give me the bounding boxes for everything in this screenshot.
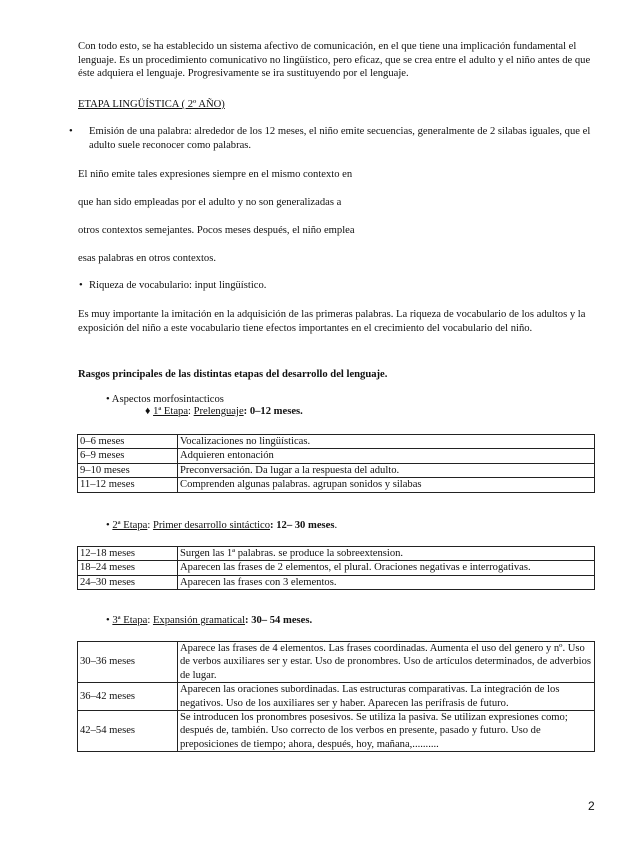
bullet-icon: •: [106, 520, 110, 531]
context-line-2: que han sido empleadas por el adulto y no son generalizadas a: [78, 197, 342, 208]
section-title-text: Rasgos principales de las distintas etapas del desarrollo del lenguaje.: [78, 369, 388, 380]
description-cell: Preconversación. Da lugar a la respuesta del adulto.: [178, 463, 595, 477]
bullet-icon: •: [106, 615, 110, 626]
age-cell: 11–12 meses: [78, 478, 178, 492]
age-cell: 6–9 meses: [78, 449, 178, 463]
description-cell: Aparecen las frases con 3 elementos.: [178, 575, 595, 589]
stage-1-table: [77, 434, 595, 493]
bullet-vocabulary: [79, 279, 594, 293]
bullet-text: Riqueza de vocabulario: input lingüístico.: [89, 280, 267, 291]
table-row: [78, 575, 595, 589]
stage-2-table: [77, 546, 595, 590]
context-line-4: esas palabras en otros contextos.: [78, 253, 216, 264]
stage-2-range: : 12– 30 meses: [270, 520, 335, 531]
stage-heading: ETAPA LINGÜÍSTICA ( 2º AÑO): [78, 99, 225, 110]
stage-3-name: Expansión gramatical: [152, 615, 246, 626]
diamond-bullet-icon: ♦: [145, 406, 151, 417]
description-cell: Adquieren entonación: [178, 449, 595, 463]
bullet-icon: •: [79, 280, 83, 291]
table-row: [78, 435, 595, 449]
description-cell: Aparecen las oraciones subordinadas. Las estructuras comparativas. La integración de los negativos. Uso de los auxiliares ser y haber. Aparecen las perífrasis de futuro.: [178, 683, 595, 711]
age-cell: 24–30 meses: [78, 575, 178, 589]
table-row: [78, 683, 595, 711]
table-row: [78, 711, 595, 752]
age-cell: 9–10 meses: [78, 463, 178, 477]
stage-1-heading: ♦ 1ª Etapa: Prelenguaje: 0–12 meses.: [145, 406, 303, 417]
description-cell: Se introducen los pronombres posesivos. Se utiliza la pasiva. Se utilizan expresiones como; después de, también. Uso correcto de los verbos en presente, pasado y futuro. Uso de preposiciones de tiempo; ahora, después, hoy, mañana,..........: [178, 711, 595, 752]
table-row: [78, 478, 595, 492]
table-row: [78, 449, 595, 463]
aspects-text: Aspectos morfosintacticos: [111, 394, 224, 405]
bullet-word-emission: [69, 125, 604, 152]
stage-2-tail: .: [334, 520, 338, 531]
age-cell: 30–36 meses: [78, 642, 178, 683]
stage-3-label: 3ª Etapa: [112, 615, 148, 626]
description-cell: Aparecen las frases de 2 elementos, el plural. Oraciones negativas e interrogativas.: [178, 561, 595, 575]
stage-2-label: 2ª Etapa: [112, 520, 148, 531]
age-cell: 0–6 meses: [78, 435, 178, 449]
bullet-text: Emisión de una palabra: alrededor de los 12 meses, el niño emite secuencias, generalmente de 2 silabas iguales, que el adulto suele reconocer como palabras.: [89, 126, 591, 151]
context-line-3: otros contextos semejantes. Pocos meses después, el niño emplea: [78, 225, 355, 236]
bullet-icon: •: [106, 394, 110, 405]
stage-3-table: [77, 641, 595, 752]
stage-1-name: Prelenguaje: [193, 406, 244, 417]
table-row: [78, 642, 595, 683]
bullet-icon: •: [69, 126, 73, 137]
table-row: [78, 561, 595, 575]
stage-3-heading: • 3ª Etapa: Expansión gramatical: 30– 54 meses.: [106, 615, 313, 626]
section-title: [78, 368, 598, 382]
description-cell: Surgen las 1ª palabras. se produce la sobreextension.: [178, 547, 595, 561]
page-number: 2: [588, 799, 595, 813]
age-cell: 12–18 meses: [78, 547, 178, 561]
imitation-paragraph: Es muy importante la imitación en la adquisición de las primeras palabras. La riqueza de vocabulario de los adultos y la exposición del niño a este vocabulario tiene efectos importantes en el crecimiento del vocabulario del niño.: [78, 309, 586, 334]
stage-2-name: Primer desarrollo sintáctico: [152, 520, 271, 531]
intro-paragraph: Con todo esto, se ha establecido un sistema afectivo de comunicación, en el que tiene una implicación fundamental el lenguaje. Es un procedimiento comunicativo no lingüístico, pero eficaz, que se crea entre el adulto y el niño antes de que éste adquiera el lenguaje. Progresivamente se ira sustituyendo por el lenguaje.: [78, 41, 591, 80]
stage-3-range: : 30– 54 meses.: [245, 615, 313, 626]
table-row: [78, 463, 595, 477]
stage-1-range: : 0–12 meses.: [243, 406, 303, 417]
description-cell: Comprenden algunas palabras. agrupan sonidos y silabas: [178, 478, 595, 492]
age-cell: 36–42 meses: [78, 683, 178, 711]
age-cell: 18–24 meses: [78, 561, 178, 575]
context-line-1: El niño emite tales expresiones siempre en el mismo contexto en: [78, 169, 353, 180]
age-cell: 42–54 meses: [78, 711, 178, 752]
stage-1-label: 1ª Etapa: [153, 406, 189, 417]
table-row: [78, 547, 595, 561]
stage-2-heading: • 2ª Etapa: Primer desarrollo sintáctico: 12– 30 meses.: [106, 520, 338, 531]
description-cell: Vocalizaciones no lingüísticas.: [178, 435, 595, 449]
description-cell: Aparece las frases de 4 elementos. Las frases coordinadas. Aumenta el uso del genero y nº. Uso de verbos auxiliares ser y estar. Uso de pronombres. Uso de artículos determinados, de adverbios de lugar.: [178, 642, 595, 683]
